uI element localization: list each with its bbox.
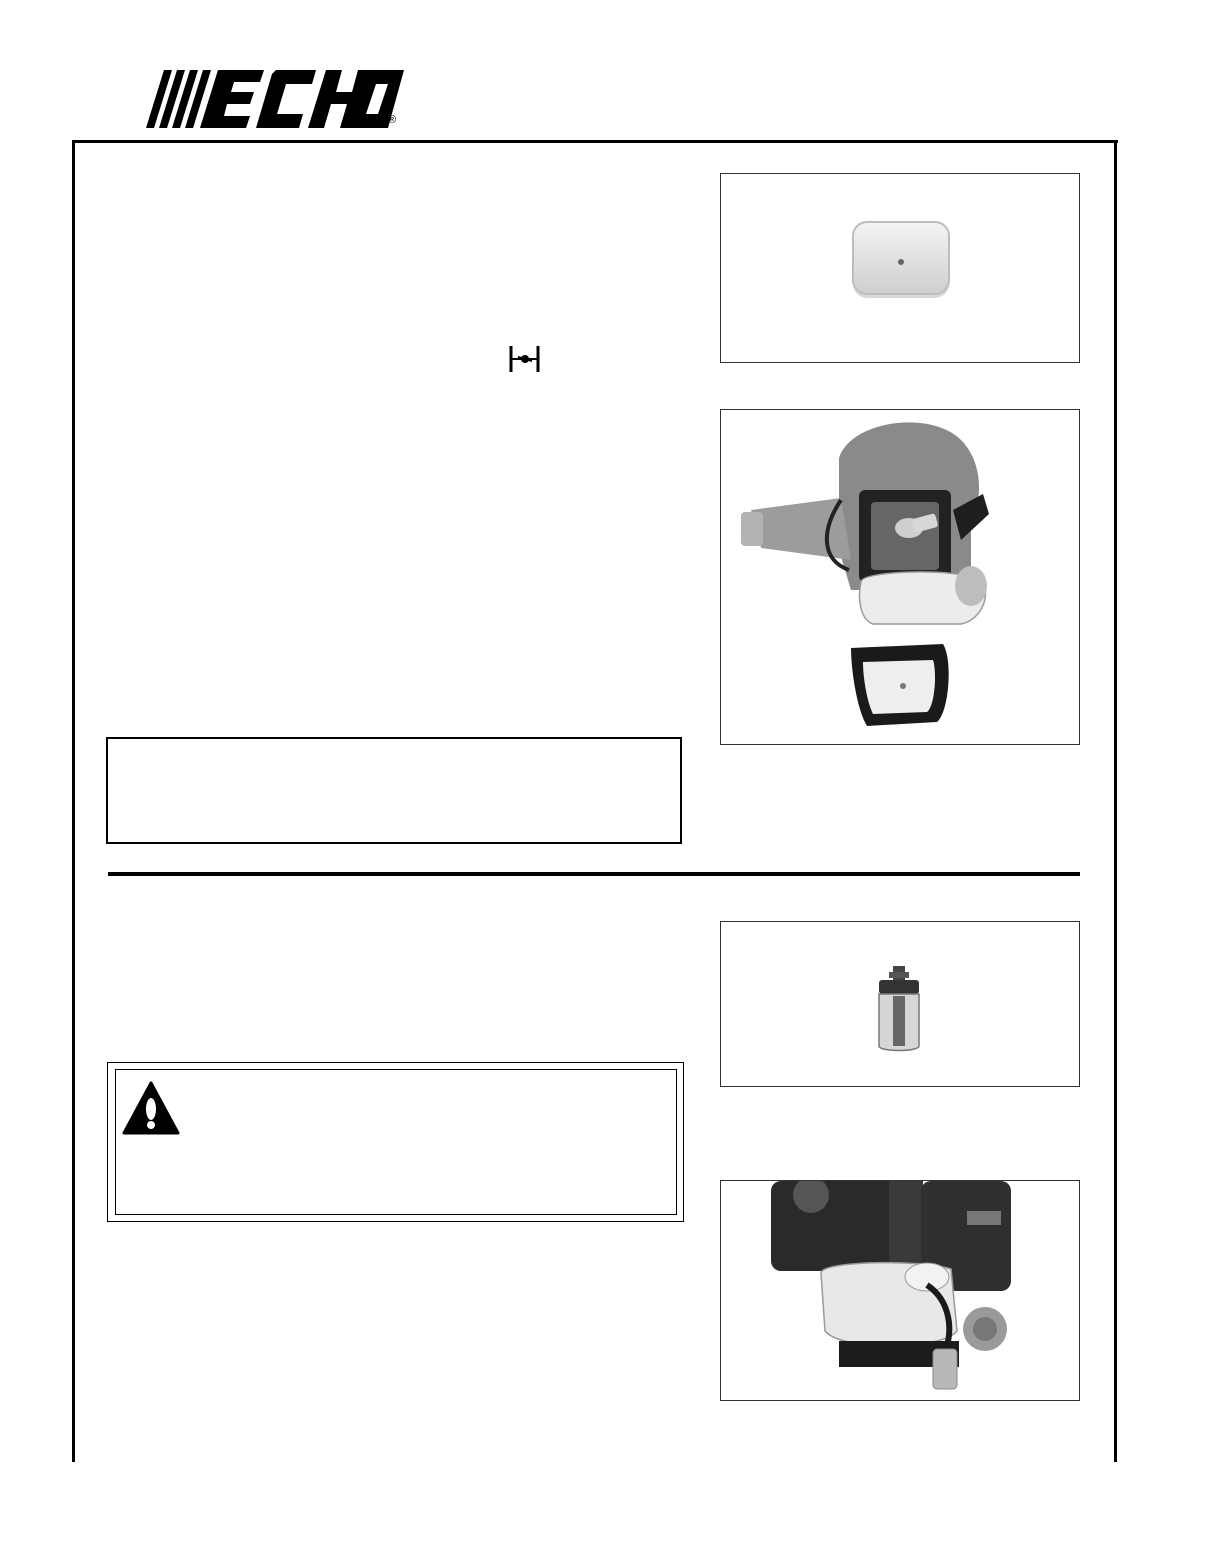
fuel-filter-image (721, 922, 1079, 1086)
figure-fuel-filter (720, 921, 1080, 1087)
left-rule (72, 140, 75, 1462)
right-rule (1114, 140, 1117, 1462)
registered-mark: ® (388, 114, 397, 126)
section-divider (108, 872, 1080, 876)
choke-closed-icon (508, 344, 542, 374)
echo-logo (146, 70, 404, 128)
figure-engine-filter-removed (720, 409, 1080, 745)
figure-air-filter (720, 173, 1080, 363)
fuel-tank-image (721, 1181, 1079, 1400)
note-box (106, 737, 682, 844)
figure-fuel-tank-filter (720, 1180, 1080, 1401)
top-rule (72, 140, 1118, 143)
warning-box-inner (115, 1069, 677, 1215)
air-filter-image (721, 174, 1079, 362)
engine-image (721, 410, 1079, 744)
warning-triangle-icon (122, 1081, 180, 1135)
